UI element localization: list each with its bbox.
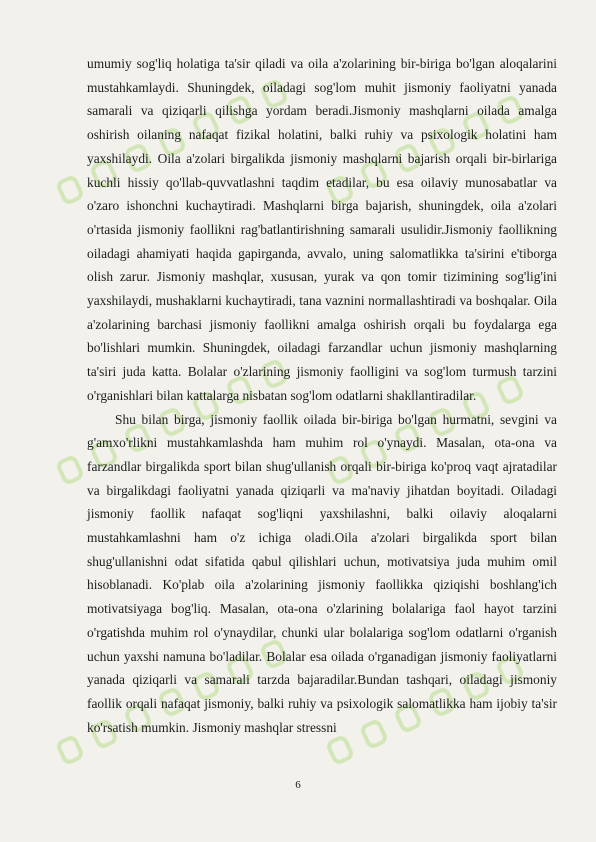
paragraph-2: Shu bilan birga, jismoniy faollik oilada bir-biriga bo'lgan hurmatni, sevgini va g'amxo'rlikni mustahkamlashda ham muhim rol o'ynaydi. Masalan, ota-ona va farzandlar birgalikda sport bilan shug'ullanish orqali bir-biriga ko'proq vaqt ajratadilar va birgalikdagi faoliyatni yanada qiziqarli va ma'naviy jihatdan boyitadi. Oiladagi jismoniy faollik nafaqat sog'liqni yaxshilashni, balki oilaviy aloqalarni mustahkamlashni ham o'z ichiga oladi.Oila a'zolari birgalikda sport bilan shug'ullanishni odat sifatida qabul qilishlari uchun, motivatsiya juda muhim omil hisoblanadi. Ko'plab oila a'zolarining jismoniy faollikka qiziqishi boshlang'ich motivatsiyaga bog'liq. Masalan, ota-ona o'zlarining bolalariga faol hayot tarzini o'rgatishda muhim rol o'ynaydilar, chunki ular bolalariga sog'lom odatlarni o'rganish uchun yaxshi namuna bo'ladilar. Bolalar esa oilada o'rganadigan jismoniy faoliyatlarni yanada qiziqarli va samarali tarzda bajaradilar.Bundan tashqari, oiladagi jismoniy faollik orqali nafaqat jismoniy, balki ruhiy va psixologik salomatlikka ham ijobiy ta'sir ko'rsatish mumkin. Jismoniy mashqlar stressni <box>87 411 557 735</box>
page-number: 6 <box>295 779 301 791</box>
page-body <box>87 52 557 739</box>
watermark-mark <box>57 176 83 204</box>
paragraph-1: umumiy sog'liq holatiga ta'sir qiladi va oila a'zolarining bir-biriga bo'lgan aloqalarini mustahkamlaydi. Shuningdek, oiladagi sog'lom muhit jismoniy faoliyatni yanada samarali va qiziqarli qilishga yordam beradi.Jismoniy mashqlarni oilada amalga oshirish oilaning nafaqat fizikal holatini, balki ruhiy va psixologik holatini ham yaxshilaydi. Oila a'zolari birgalikda jismoniy mashqlarni bajarish orqali bir-birlariga kuchli hissiy qo'llab-quvvatlashni taqdim etadilar, bu esa oilaviy munosabatlar va o'zaro ishonchni kuchaytiradi. Mashqlarni birga bajarish, shuningdek, oila a'zolari o'rtasida jismoniy faollikni rag'batlantirishning samarali usulidir.Jismoniy faollikning oiladagi ahamiyati haqida gapirganda, avvalo, uning salomatlikka ta'sirini e'tiborga olish zarur. Jismoniy mashqlar, xususan, yurak va qon tomir tizimining sog'lig'ini yaxshilaydi, mushaklarni kuchaytiradi, tana vaznini normallashtiradi va boshqalar. Oila a'zolarining barchasi jismoniy faollikni amalga oshirish orqali bu foydalarga ega bo'lishlari mumkin. Shuningdek, oiladagi farzandlar uchun jismoniy mashqlarning ta'siri juda katta. Bolalar o'zlarining jismoniy faolligini va sog'lom turmush tarzini o'rganishlari bilan kattalarga nisbatan sog'lom odatlarni shakllantiradilar. <box>87 56 557 403</box>
watermark-mark <box>57 456 83 484</box>
watermark-mark <box>327 736 353 764</box>
watermark-mark <box>57 736 83 764</box>
